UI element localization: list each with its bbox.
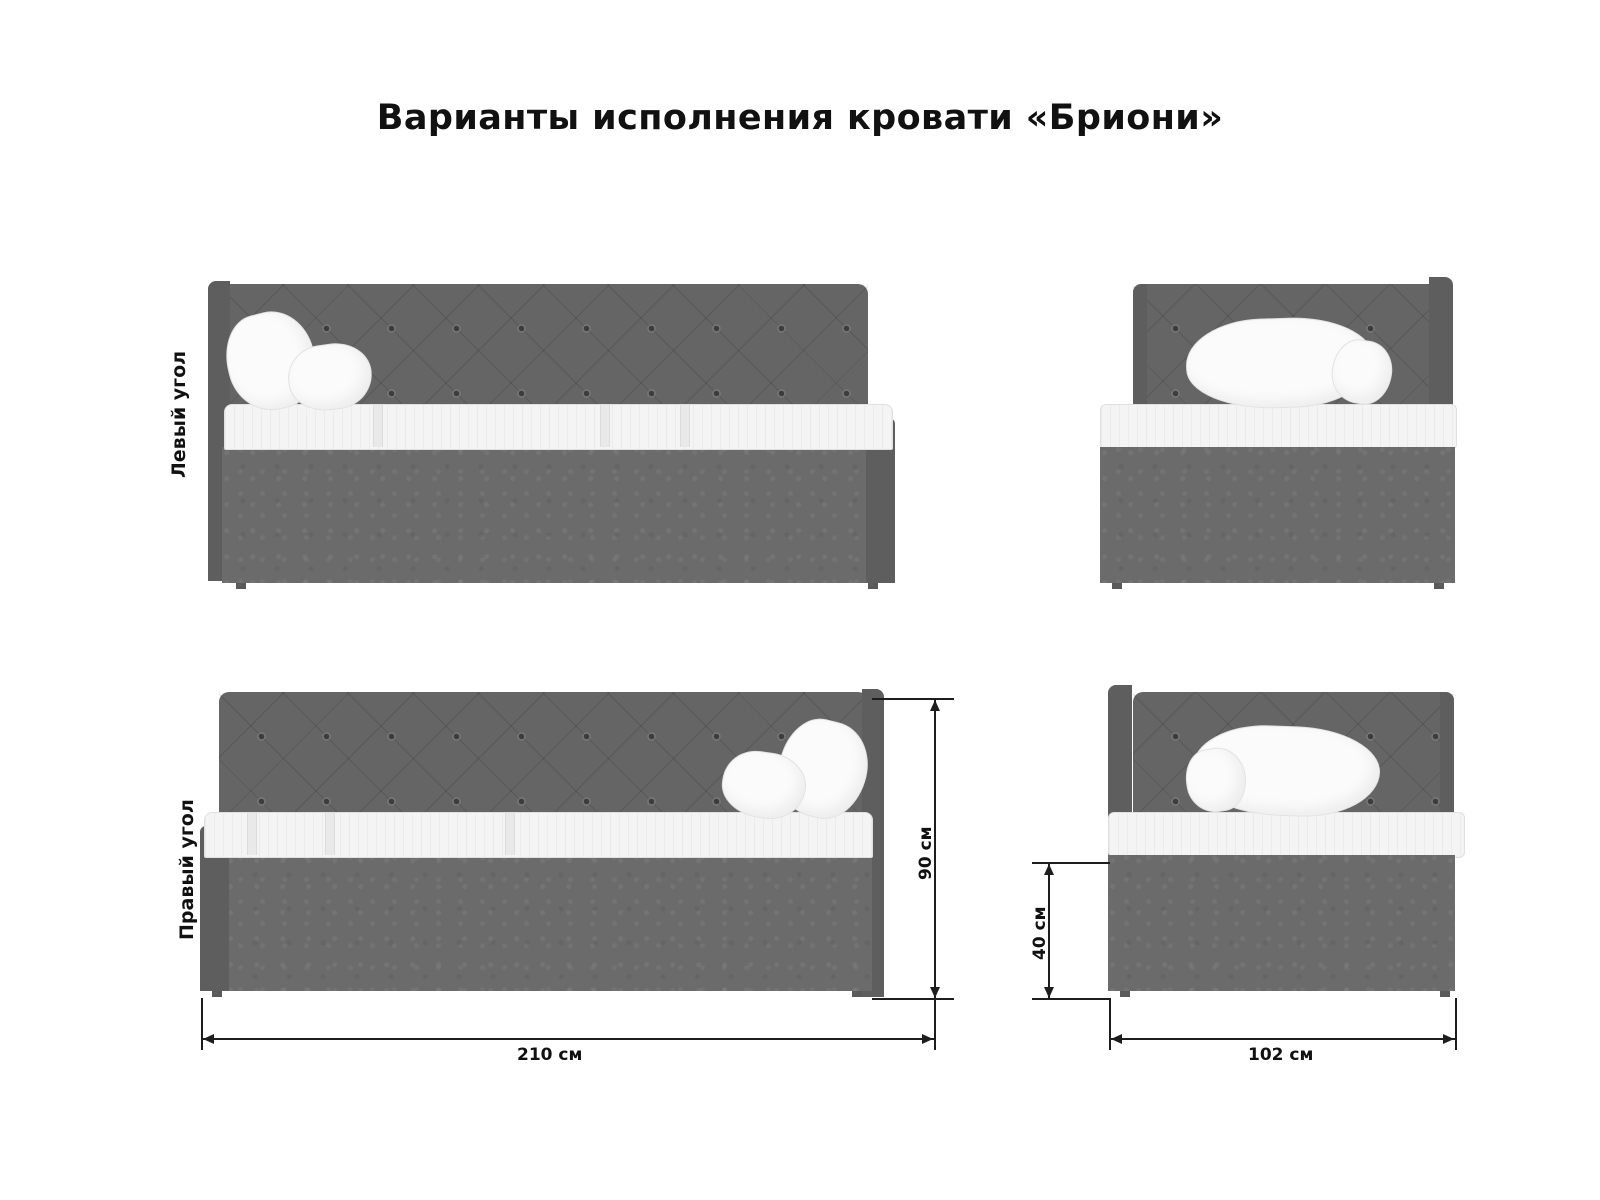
page-title: Варианты исполнения кровати «Бриони» [376, 98, 1224, 138]
mattress [224, 404, 893, 450]
leg [1440, 991, 1450, 997]
dimension-label-height: 90 см [916, 826, 936, 880]
bed-base [200, 855, 872, 991]
dimension-label-length: 210 см [517, 1045, 583, 1065]
bed-base [222, 447, 895, 583]
leg [1434, 583, 1444, 589]
leg [1120, 991, 1130, 997]
leg [852, 991, 862, 997]
mattress [1100, 404, 1457, 450]
leg [868, 583, 878, 589]
bed-base [1108, 855, 1455, 991]
dimension-label-base-height: 40 см [1030, 906, 1050, 960]
bed-base [1100, 447, 1455, 583]
row-label-left-corner: Левый угол [168, 350, 190, 478]
leg [212, 991, 222, 997]
dimension-label-width: 102 см [1248, 1045, 1314, 1065]
mattress [1108, 812, 1465, 858]
row-label-right-corner: Правый угол [176, 799, 198, 940]
leg [1112, 583, 1122, 589]
leg [236, 583, 246, 589]
